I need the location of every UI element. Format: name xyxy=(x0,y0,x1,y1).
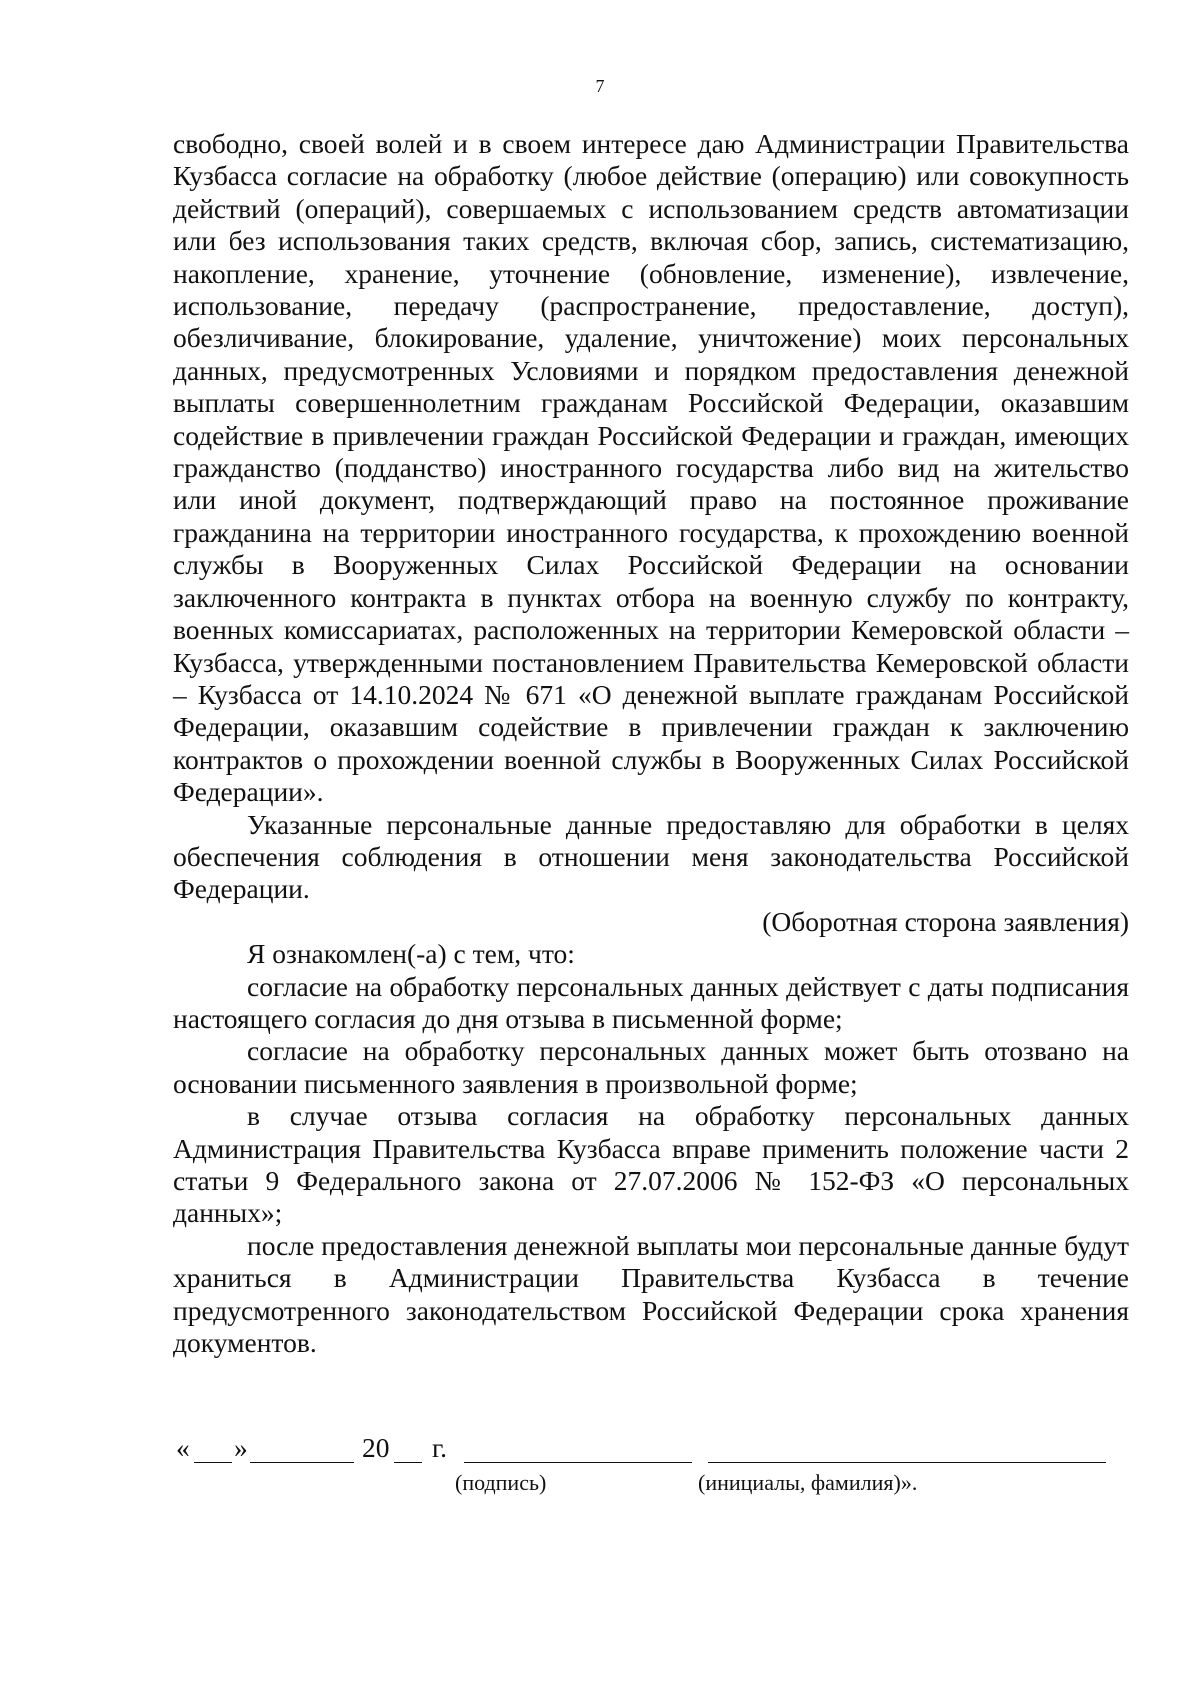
day-blank xyxy=(194,1462,232,1463)
year-suffix: г. xyxy=(432,1432,448,1463)
acknowledgement-item: в случае отзыва согласия на обработку персональных данных Администрация Правительства Кузбасса вправе применить положение части 2 статьи 9 Федерального закона от 27.07.2006 № 152-ФЗ «О персональных данных»; xyxy=(173,1100,1129,1229)
date-close-quote: » xyxy=(234,1432,248,1463)
signature-blank xyxy=(464,1462,692,1463)
signature-caption: (подпись) xyxy=(455,1470,547,1495)
acknowledgement-item: после предоставления денежной выплаты мои персональные данные будут храниться в Администрации Правительства Кузбасса в течение предусмотренного законодательством Российской Федерации срока хранения документов. xyxy=(173,1229,1129,1359)
document-body xyxy=(173,128,1129,1359)
page-number: 7 xyxy=(595,76,605,96)
date-open-quote: « xyxy=(176,1432,190,1463)
acknowledgement-item: согласие на обработку персональных данных действует с даты подписания настоящего согласия до дня отзыва в письменной форме; xyxy=(173,970,1129,1034)
name-blank xyxy=(708,1462,1106,1463)
reverse-side-note: (Оборотная сторона заявления) xyxy=(762,905,1129,937)
month-blank xyxy=(250,1462,354,1463)
acknowledgement-item: согласие на обработку персональных данных может быть отозвано на основании письменного заявления в произвольной форме; xyxy=(173,1035,1129,1099)
year-prefix: 20 xyxy=(362,1432,390,1463)
signature-block xyxy=(176,1432,1136,1502)
name-caption: (инициалы, фамилия)». xyxy=(698,1470,918,1495)
purpose-paragraph: Указанные персональные данные предоставляю для обработки в целях обеспечения соблюдения в отношении меня законодательства Российской Федерации. xyxy=(173,808,1129,905)
consent-paragraph: свободно, своей волей и в своем интересе даю Администрации Правительства Кузбасса согласие на обработку (любое действие (операцию) или совокупность действий (операций), совершаемых с использованием средств автоматизации или без использования таких средств, включая сбор, запись, систематизацию, накопление, хранение, уточнение (обновление, изменение), извлечение, использование, передачу (распространение, предоставление, доступ), обезличивание, блокирование, удаление, уничтожение) моих персональных данных, предусмотренных Условиями и порядком предоставления денежной выплаты совершеннолетним гражданам Российской Федерации, оказавшим содействие в привлечении граждан Российской Федерации и граждан, имеющих гражданство (подданство) иностранного государства либо вид на жительство или иной документ, подтверждающий право на постоянное проживание гражданина на территории иностранного государства, к прохождению военной службы в Вооруженных Силах Российской Федерации на основании заключенного контракта в пунктах отбора на военную службу по контракту, военных комиссариатах, расположенных на территории Кемеровской области – Кузбасса, утвержденными постановлением Правительства Кемеровской области – Кузбасса от 14.10.2024 № 671 «О денежной выплате гражданам Российской Федерации, оказавшим содействие в привлечении граждан к заключению контрактов о прохождении военной службы в Вооруженных Силах Российской Федерации». xyxy=(173,128,1129,808)
acknowledgement-intro: Я ознакомлен(-а) с тем, что: xyxy=(247,938,575,970)
year-blank xyxy=(394,1462,422,1463)
